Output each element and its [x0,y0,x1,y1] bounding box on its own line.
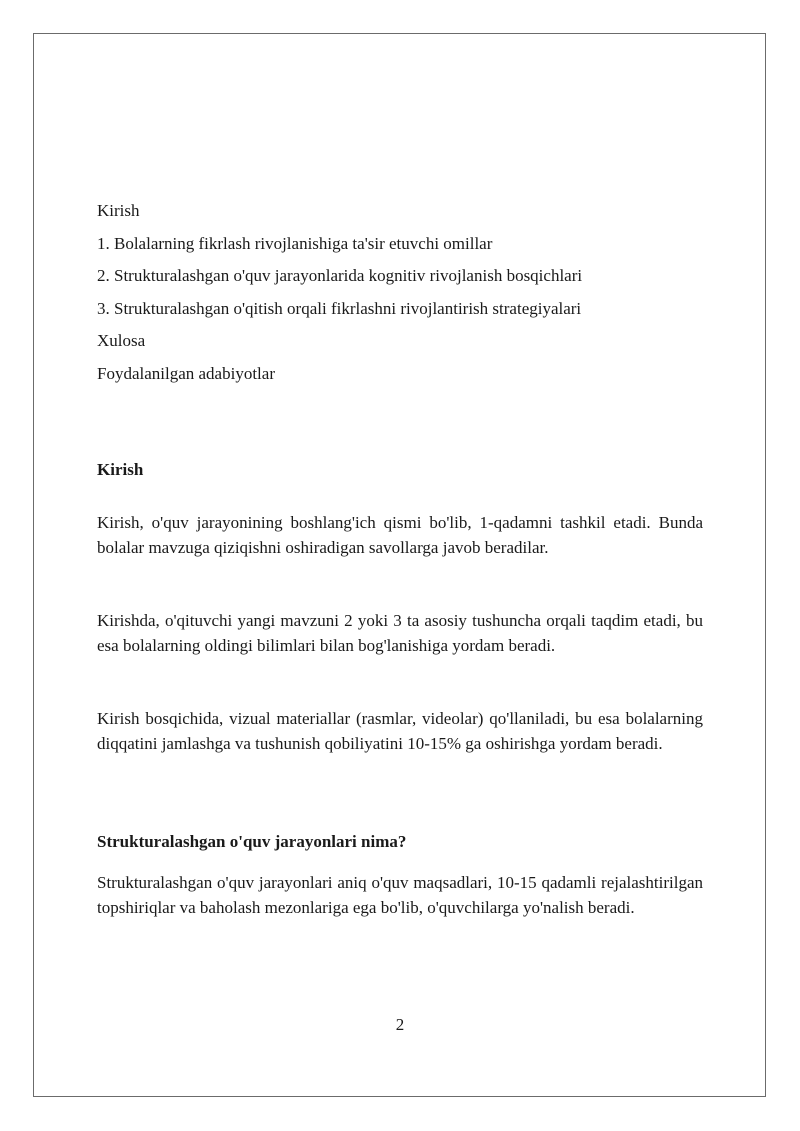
page-number: 2 [395,1015,405,1034]
toc-item-references: Foydalanilgan adabiyotlar [97,363,275,383]
section-heading-intro: Kirish [97,460,144,479]
page-border [33,33,766,1097]
toc-item-1: 1. Bolalarning fikrlash rivojlanishiga ta'sir etuvchi omillar [97,233,493,253]
table-of-contents [97,200,703,396]
intro-paragraph-1: Kirish, o'quv jarayonining boshlang'ich qismi bo'lib, 1-qadamni tashkil etadi. Bunda bolalar mavzuga qiziqishni oshiradigan savollarga javob beradilar. [97,513,703,557]
toc-item-conclusion: Xulosa [97,331,146,351]
structured-paragraph: Strukturalashgan o'quv jarayonlari aniq o'quv maqsadlari, 10-15 qadamli rejalashtirilgan topshiriqlar va baholash mezonlariga ega bo'lib, o'quvchilarga yo'nalish beradi. [97,873,703,917]
toc-item-2: 2. Strukturalashgan o'quv jarayonlarida kognitiv rivojlanish bosqichlari [97,266,583,286]
section-heading-structured: Strukturalashgan o'quv jarayonlari nima? [97,832,407,851]
toc-item-3: 3. Strukturalashgan o'qitish orqali fikrlashni rivojlantirish strategiyalari [97,298,582,318]
intro-paragraph-2: Kirishda, o'qituvchi yangi mavzuni 2 yoki 3 ta asosiy tushuncha orqali taqdim etadi, bu esa bolalarning oldingi bilimlari bilan bog'lanishiga yordam beradi. [97,611,703,655]
toc-item-intro: Kirish [97,201,140,220]
intro-paragraph-3: Kirish bosqichida, vizual materiallar (rasmlar, videolar) qo'llaniladi, bu esa bolalarning diqqatini jamlashga va tushunish qobiliyatini 10-15% ga oshirishga yordam beradi. [97,709,703,753]
